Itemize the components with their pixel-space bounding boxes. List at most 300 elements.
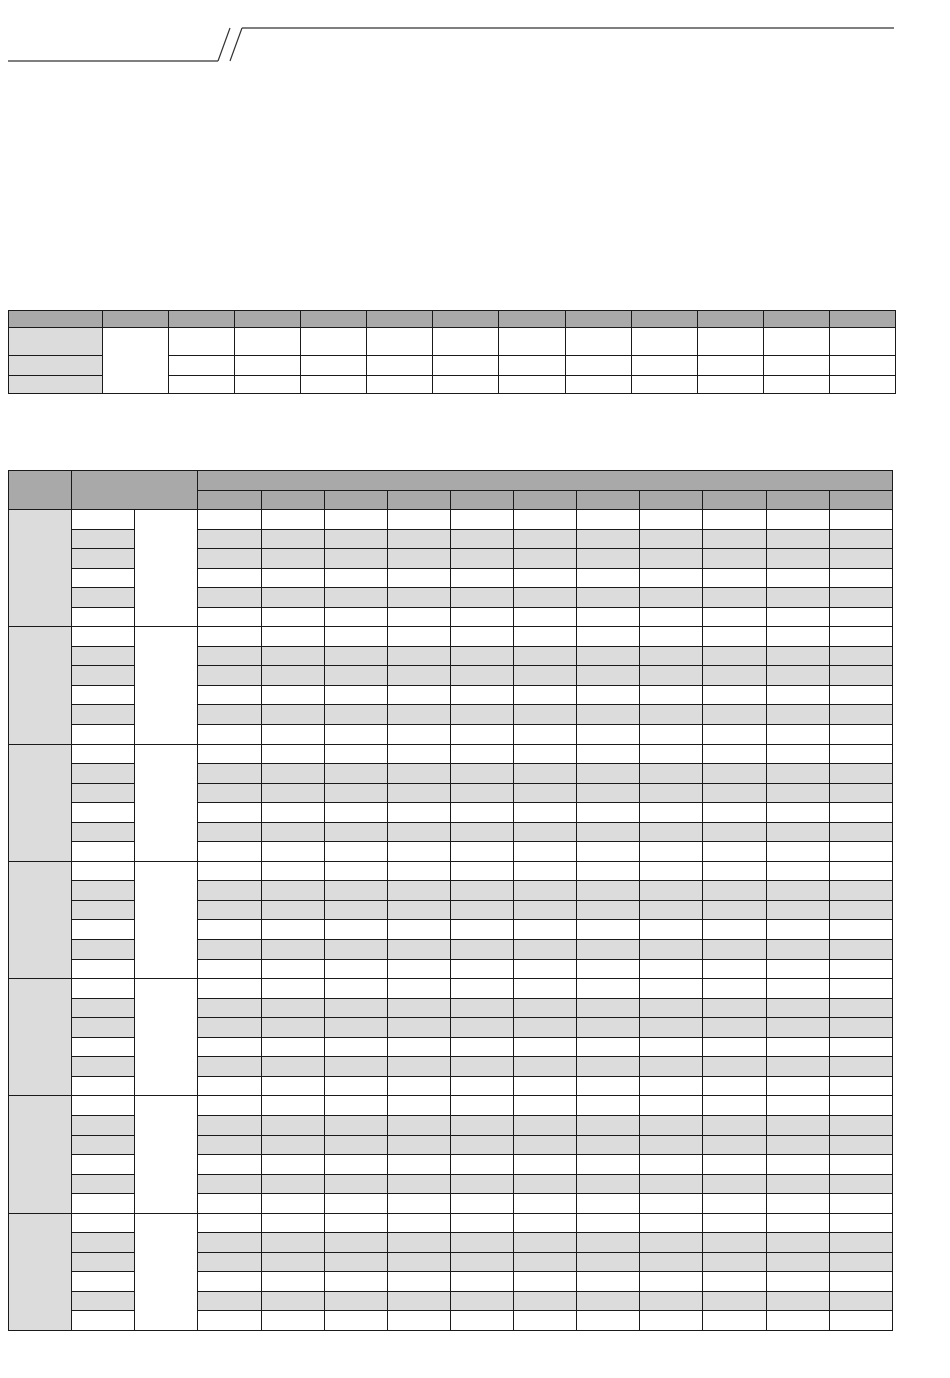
- detail-cell: [640, 1213, 703, 1233]
- summary-header-cell: [235, 311, 301, 328]
- detail-cell: [324, 1115, 387, 1135]
- detail-cell: [577, 646, 640, 666]
- detail-item-cell: [72, 1194, 135, 1214]
- detail-cell: [198, 920, 261, 940]
- detail-cell: [261, 764, 324, 784]
- detail-merged-cell: [135, 979, 198, 1096]
- summary-header-cell: [301, 311, 367, 328]
- summary-cell: [367, 376, 433, 394]
- detail-cell: [324, 588, 387, 608]
- detail-cell: [514, 1018, 577, 1038]
- detail-cell: [640, 744, 703, 764]
- detail-cell: [514, 685, 577, 705]
- detail-cell: [577, 529, 640, 549]
- detail-cell: [703, 822, 766, 842]
- detail-cell: [703, 979, 766, 999]
- detail-cell: [577, 764, 640, 784]
- summary-cell: [169, 328, 235, 356]
- detail-cell: [766, 861, 829, 881]
- detail-cell: [198, 1194, 261, 1214]
- detail-cell: [577, 998, 640, 1018]
- detail-cell: [324, 979, 387, 999]
- detail-cell: [640, 1057, 703, 1077]
- detail-item-cell: [72, 881, 135, 901]
- detail-cell: [640, 764, 703, 784]
- detail-cell: [387, 803, 450, 823]
- detail-cell: [829, 803, 892, 823]
- detail-cell: [703, 646, 766, 666]
- summary-cell: [235, 356, 301, 376]
- detail-row: [9, 861, 893, 881]
- detail-cell: [198, 764, 261, 784]
- detail-cell: [640, 510, 703, 530]
- detail-cell: [514, 588, 577, 608]
- detail-cell: [514, 1115, 577, 1135]
- detail-cell: [703, 900, 766, 920]
- detail-cell: [387, 998, 450, 1018]
- detail-cell: [324, 1311, 387, 1331]
- detail-merged-cell: [135, 1096, 198, 1213]
- detail-cell: [324, 568, 387, 588]
- detail-cell: [640, 1311, 703, 1331]
- detail-cell: [766, 1272, 829, 1292]
- detail-cell: [514, 725, 577, 745]
- detail-cell: [766, 940, 829, 960]
- detail-cell: [514, 881, 577, 901]
- summary-row-label: [9, 356, 103, 376]
- header-slash-1: [218, 28, 230, 61]
- detail-cell: [450, 764, 513, 784]
- detail-cell: [829, 705, 892, 725]
- detail-cell: [766, 588, 829, 608]
- detail-cell: [766, 1076, 829, 1096]
- detail-subheader-cell: [387, 491, 450, 510]
- detail-cell: [387, 920, 450, 940]
- detail-cell: [640, 1252, 703, 1272]
- detail-cell: [703, 1096, 766, 1116]
- detail-cell: [261, 529, 324, 549]
- detail-item-cell: [72, 1076, 135, 1096]
- detail-cell: [450, 1135, 513, 1155]
- detail-cell: [640, 1155, 703, 1175]
- detail-cell: [829, 1076, 892, 1096]
- summary-cell: [565, 328, 631, 356]
- detail-cell: [640, 529, 703, 549]
- detail-cell: [640, 842, 703, 862]
- detail-cell: [829, 783, 892, 803]
- summary-cell: [367, 356, 433, 376]
- detail-cell: [703, 1174, 766, 1194]
- detail-cell: [766, 822, 829, 842]
- detail-item-cell: [72, 959, 135, 979]
- detail-cell: [450, 1057, 513, 1077]
- detail-cell: [766, 783, 829, 803]
- summary-cell: [829, 328, 895, 356]
- detail-cell: [514, 1311, 577, 1331]
- detail-item-cell: [72, 685, 135, 705]
- detail-cell: [324, 1194, 387, 1214]
- detail-cell: [387, 588, 450, 608]
- detail-cell: [261, 568, 324, 588]
- detail-cell: [450, 822, 513, 842]
- summary-cell: [169, 376, 235, 394]
- detail-cell: [514, 549, 577, 569]
- detail-cell: [829, 1311, 892, 1331]
- detail-cell: [198, 1291, 261, 1311]
- detail-cell: [450, 1076, 513, 1096]
- detail-cell: [640, 940, 703, 960]
- detail-cell: [261, 1291, 324, 1311]
- detail-cell: [577, 900, 640, 920]
- detail-group-cell: [9, 510, 72, 627]
- detail-cell: [387, 549, 450, 569]
- detail-cell: [577, 1291, 640, 1311]
- summary-cell: [565, 376, 631, 394]
- detail-cell: [577, 1311, 640, 1331]
- detail-cell: [577, 607, 640, 627]
- detail-cell: [766, 1057, 829, 1077]
- detail-cell: [703, 607, 766, 627]
- detail-cell: [703, 1272, 766, 1292]
- detail-cell: [829, 1194, 892, 1214]
- detail-cell: [829, 588, 892, 608]
- detail-cell: [703, 549, 766, 569]
- detail-cell: [387, 1291, 450, 1311]
- detail-cell: [766, 1213, 829, 1233]
- detail-cell: [261, 607, 324, 627]
- detail-cell: [450, 1037, 513, 1057]
- summary-cell: [631, 356, 697, 376]
- detail-cell: [703, 510, 766, 530]
- detail-cell: [261, 1213, 324, 1233]
- detail-cell: [703, 744, 766, 764]
- detail-cell: [766, 666, 829, 686]
- summary-header-cell: [367, 311, 433, 328]
- detail-cell: [261, 979, 324, 999]
- detail-cell: [703, 764, 766, 784]
- detail-cell: [703, 783, 766, 803]
- detail-cell: [640, 568, 703, 588]
- detail-cell: [514, 998, 577, 1018]
- detail-item-cell: [72, 1311, 135, 1331]
- detail-cell: [198, 861, 261, 881]
- detail-cell: [387, 744, 450, 764]
- detail-cell: [450, 900, 513, 920]
- detail-cell: [577, 510, 640, 530]
- detail-item-cell: [72, 549, 135, 569]
- detail-cell: [703, 1311, 766, 1331]
- detail-item-cell: [72, 1155, 135, 1175]
- detail-group-cell: [9, 979, 72, 1096]
- detail-cell: [577, 666, 640, 686]
- detail-cell: [703, 861, 766, 881]
- detail-cell: [261, 1272, 324, 1292]
- detail-cell: [829, 646, 892, 666]
- detail-row: [9, 627, 893, 647]
- summary-header-cell: [169, 311, 235, 328]
- detail-item-cell: [72, 646, 135, 666]
- detail-item-cell: [72, 568, 135, 588]
- detail-cell: [577, 1252, 640, 1272]
- detail-cell: [829, 549, 892, 569]
- detail-cell: [387, 940, 450, 960]
- detail-cell: [387, 510, 450, 530]
- summary-header-cell: [103, 311, 169, 328]
- detail-cell: [766, 998, 829, 1018]
- detail-cell: [324, 627, 387, 647]
- detail-cell: [829, 1037, 892, 1057]
- summary-cell: [631, 376, 697, 394]
- summary-cell: [829, 376, 895, 394]
- detail-cell: [324, 783, 387, 803]
- summary-header-row: [9, 311, 896, 328]
- detail-cell: [766, 1291, 829, 1311]
- detail-cell: [450, 1233, 513, 1253]
- detail-cell: [450, 685, 513, 705]
- summary-cell: [235, 328, 301, 356]
- detail-cell: [829, 842, 892, 862]
- detail-item-cell: [72, 1174, 135, 1194]
- detail-cell: [829, 568, 892, 588]
- detail-cell: [640, 803, 703, 823]
- detail-cell: [577, 959, 640, 979]
- summary-cell: [301, 356, 367, 376]
- detail-subheader-cell: [198, 491, 261, 510]
- detail-cell: [261, 998, 324, 1018]
- detail-cell: [640, 685, 703, 705]
- detail-cell: [450, 1155, 513, 1175]
- detail-cell: [640, 1272, 703, 1292]
- detail-cell: [829, 959, 892, 979]
- detail-cell: [577, 705, 640, 725]
- detail-item-cell: [72, 822, 135, 842]
- page-title: [250, 6, 890, 24]
- summary-cell: [301, 376, 367, 394]
- detail-cell: [198, 607, 261, 627]
- detail-subheader-cell: [450, 491, 513, 510]
- detail-item-cell: [72, 1233, 135, 1253]
- detail-header-item-cell: [72, 471, 198, 510]
- detail-item-cell: [72, 979, 135, 999]
- detail-cell: [198, 842, 261, 862]
- detail-cell: [198, 666, 261, 686]
- detail-cell: [703, 842, 766, 862]
- detail-cell: [514, 646, 577, 666]
- detail-cell: [766, 1233, 829, 1253]
- detail-subheader-cell: [324, 491, 387, 510]
- summary-header-cell: [631, 311, 697, 328]
- summary-header-cell: [433, 311, 499, 328]
- detail-cell: [766, 627, 829, 647]
- detail-cell: [514, 607, 577, 627]
- detail-cell: [703, 529, 766, 549]
- detail-cell: [387, 1057, 450, 1077]
- detail-cell: [324, 1291, 387, 1311]
- detail-cell: [261, 1174, 324, 1194]
- detail-cell: [640, 705, 703, 725]
- detail-cell: [703, 1076, 766, 1096]
- detail-cell: [514, 1155, 577, 1175]
- summary-cell: [367, 328, 433, 356]
- detail-cell: [261, 588, 324, 608]
- detail-cell: [450, 1194, 513, 1214]
- detail-cell: [703, 803, 766, 823]
- detail-cell: [324, 510, 387, 530]
- detail-cell: [198, 900, 261, 920]
- summary-row-label: [9, 376, 103, 394]
- detail-cell: [514, 510, 577, 530]
- detail-subheader-cell: [703, 491, 766, 510]
- detail-cell: [450, 1311, 513, 1331]
- detail-cell: [387, 568, 450, 588]
- detail-item-cell: [72, 1037, 135, 1057]
- detail-cell: [261, 1252, 324, 1272]
- summary-cell: [763, 328, 829, 356]
- detail-subheader-cell: [640, 491, 703, 510]
- detail-cell: [514, 744, 577, 764]
- detail-cell: [577, 979, 640, 999]
- summary-cell: [433, 376, 499, 394]
- detail-group-cell: [9, 627, 72, 744]
- detail-cell: [766, 705, 829, 725]
- detail-cell: [198, 627, 261, 647]
- summary-row-label: [9, 328, 103, 356]
- detail-cell: [387, 822, 450, 842]
- detail-cell: [387, 959, 450, 979]
- detail-cell: [198, 979, 261, 999]
- summary-cell: [631, 328, 697, 356]
- detail-cell: [198, 529, 261, 549]
- detail-item-cell: [72, 510, 135, 530]
- detail-item-cell: [72, 783, 135, 803]
- detail-cell: [450, 510, 513, 530]
- summary-header-cell: [565, 311, 631, 328]
- detail-cell: [387, 764, 450, 784]
- detail-cell: [324, 607, 387, 627]
- detail-cell: [198, 940, 261, 960]
- detail-item-cell: [72, 998, 135, 1018]
- detail-cell: [387, 705, 450, 725]
- detail-cell: [450, 529, 513, 549]
- detail-cell: [577, 744, 640, 764]
- detail-cell: [766, 1155, 829, 1175]
- detail-cell: [829, 1018, 892, 1038]
- detail-cell: [703, 568, 766, 588]
- detail-cell: [514, 1096, 577, 1116]
- detail-cell: [514, 1213, 577, 1233]
- summary-header-cell: [697, 311, 763, 328]
- detail-cell: [829, 881, 892, 901]
- detail-cell: [198, 549, 261, 569]
- detail-cell: [387, 842, 450, 862]
- summary-merged-cell: [103, 328, 169, 394]
- detail-cell: [261, 1311, 324, 1331]
- detail-cell: [450, 1272, 513, 1292]
- detail-cell: [261, 1135, 324, 1155]
- detail-header-row: [9, 471, 893, 491]
- detail-cell: [577, 627, 640, 647]
- detail-cell: [261, 1076, 324, 1096]
- detail-cell: [198, 1057, 261, 1077]
- detail-cell: [766, 568, 829, 588]
- detail-cell: [766, 744, 829, 764]
- detail-cell: [829, 1233, 892, 1253]
- detail-cell: [829, 940, 892, 960]
- detail-cell: [829, 1057, 892, 1077]
- detail-cell: [514, 1291, 577, 1311]
- detail-row: [9, 1096, 893, 1116]
- detail-subheader-cell: [766, 491, 829, 510]
- detail-cell: [640, 666, 703, 686]
- detail-cell: [577, 1096, 640, 1116]
- detail-cell: [198, 685, 261, 705]
- detail-cell: [450, 959, 513, 979]
- detail-cell: [577, 1037, 640, 1057]
- detail-group-cell: [9, 1213, 72, 1330]
- detail-cell: [450, 783, 513, 803]
- detail-cell: [514, 803, 577, 823]
- detail-cell: [703, 1057, 766, 1077]
- detail-item-cell: [72, 588, 135, 608]
- detail-cell: [261, 666, 324, 686]
- detail-item-cell: [72, 1272, 135, 1292]
- detail-cell: [198, 1096, 261, 1116]
- detail-cell: [514, 666, 577, 686]
- detail-row: [9, 510, 893, 530]
- detail-cell: [450, 803, 513, 823]
- detail-item-cell: [72, 1018, 135, 1038]
- detail-cell: [829, 1155, 892, 1175]
- detail-cell: [577, 1213, 640, 1233]
- detail-cell: [198, 1233, 261, 1253]
- detail-item-cell: [72, 1135, 135, 1155]
- detail-cell: [640, 627, 703, 647]
- detail-cell: [514, 568, 577, 588]
- detail-cell: [766, 1115, 829, 1135]
- detail-cell: [198, 588, 261, 608]
- detail-item-cell: [72, 803, 135, 823]
- detail-cell: [766, 685, 829, 705]
- detail-cell: [766, 1252, 829, 1272]
- detail-cell: [261, 725, 324, 745]
- detail-cell: [577, 822, 640, 842]
- detail-cell: [829, 1272, 892, 1292]
- summary-cell: [499, 356, 565, 376]
- detail-cell: [198, 1272, 261, 1292]
- detail-cell: [450, 1096, 513, 1116]
- summary-cell: [829, 356, 895, 376]
- detail-cell: [640, 1096, 703, 1116]
- detail-cell: [766, 900, 829, 920]
- detail-merged-cell: [135, 627, 198, 744]
- detail-cell: [261, 510, 324, 530]
- detail-cell: [324, 666, 387, 686]
- detail-cell: [324, 822, 387, 842]
- detail-cell: [198, 959, 261, 979]
- detail-cell: [766, 646, 829, 666]
- detail-cell: [198, 1213, 261, 1233]
- detail-cell: [703, 940, 766, 960]
- detail-cell: [577, 1194, 640, 1214]
- detail-cell: [514, 764, 577, 784]
- detail-cell: [766, 881, 829, 901]
- detail-cell: [577, 861, 640, 881]
- detail-cell: [577, 842, 640, 862]
- detail-cell: [387, 881, 450, 901]
- detail-item-cell: [72, 529, 135, 549]
- detail-cell: [766, 1135, 829, 1155]
- detail-cell: [450, 568, 513, 588]
